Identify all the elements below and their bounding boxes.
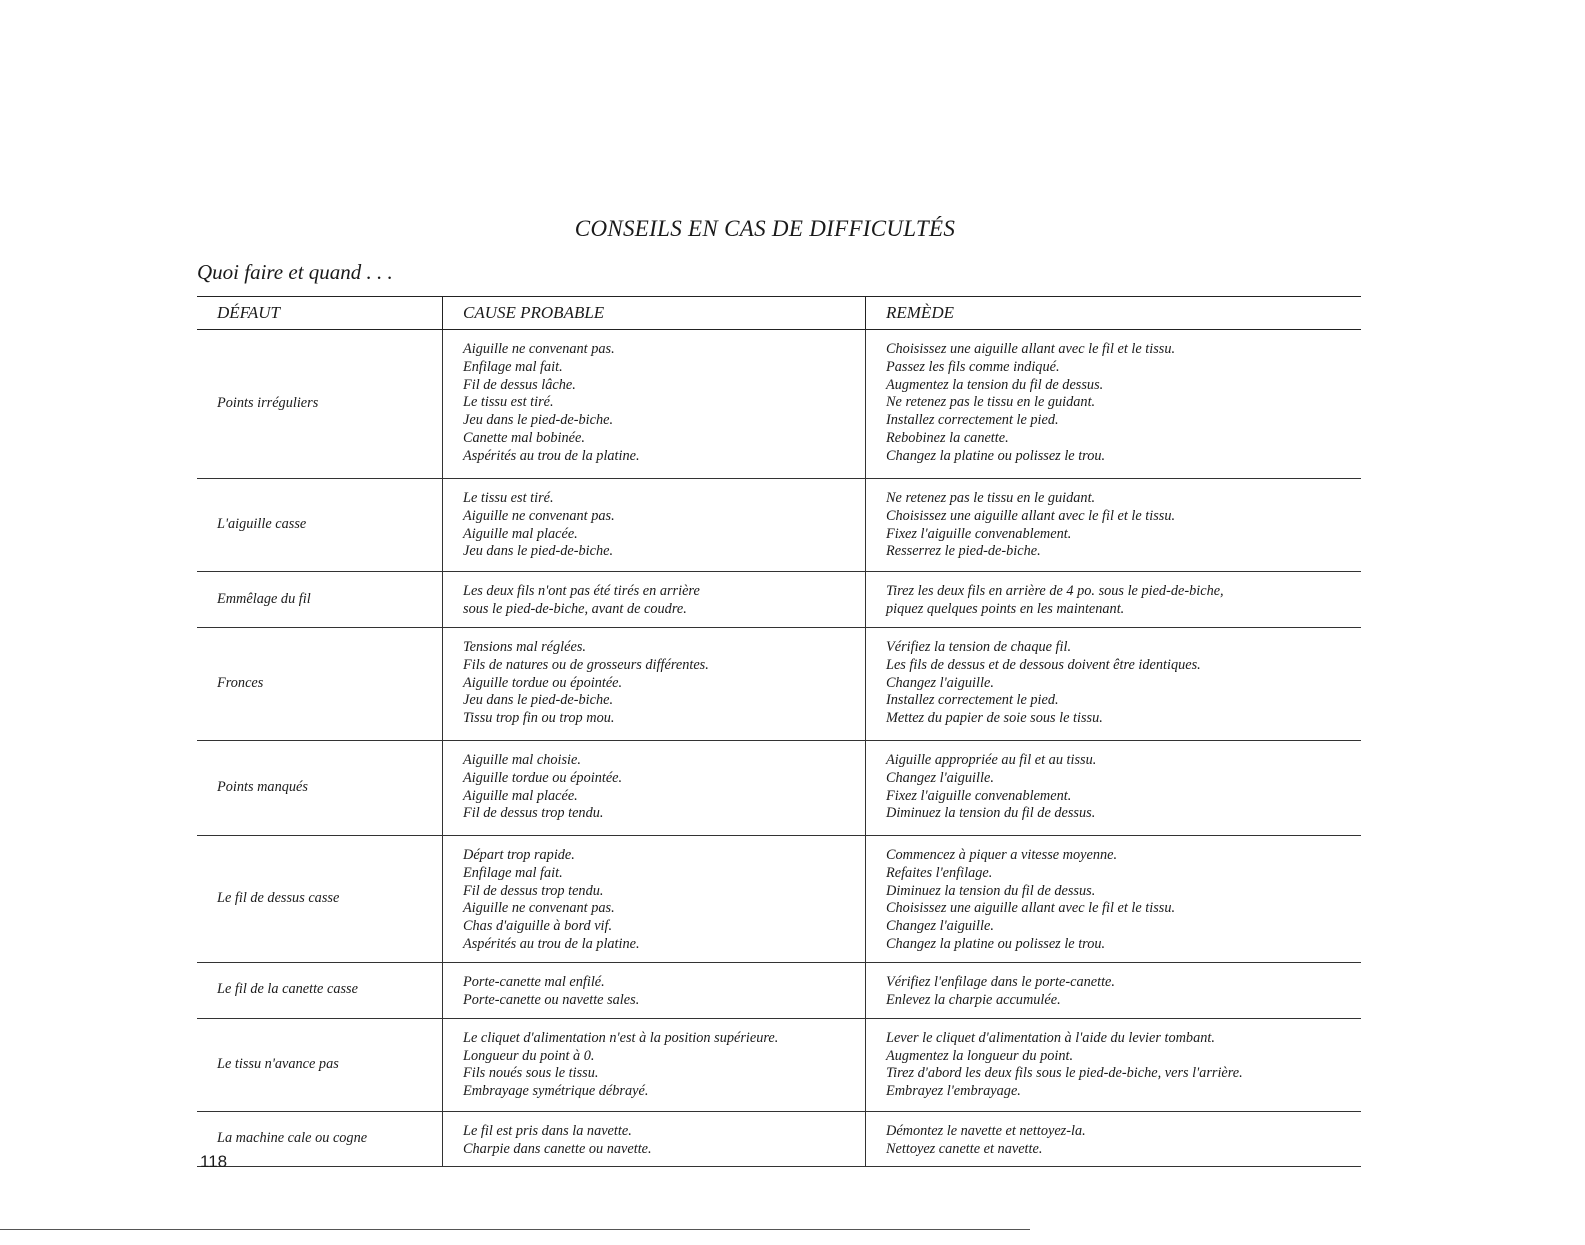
defect-cell	[197, 963, 442, 1018]
table-header	[197, 296, 1361, 330]
remedy-line: Ne retenez pas le tissu en le guidant.	[886, 490, 1096, 506]
remedy-line: Resserrez le pied-de-biche.	[886, 543, 1041, 560]
cause-cell	[442, 1112, 865, 1167]
defect-cell	[197, 741, 442, 835]
remedy-cell	[865, 963, 1361, 1018]
cause-line: Départ trop rapide.	[463, 847, 575, 863]
defect-label: Emmêlage du fil	[217, 590, 311, 607]
defect-label: Points manqués	[217, 779, 308, 796]
defect-cell	[197, 836, 442, 962]
remedy-line: Commencez à piquer a vitesse moyenne.	[886, 847, 1118, 863]
defect-cell	[197, 572, 442, 627]
remedy-line: Changez la platine ou polissez le trou.	[886, 935, 1106, 952]
remedy-line: Changez l'aiguille.	[886, 918, 994, 935]
cause-cell	[442, 836, 865, 962]
remedy-cell	[865, 1112, 1361, 1167]
cause-line: Le tissu est tiré.	[463, 490, 554, 506]
cause-line: Jeu dans le pied-de-biche.	[463, 412, 614, 429]
remedy-cell	[865, 741, 1361, 835]
cause-line: Le tissu est tiré.	[463, 394, 554, 411]
remedy-cell	[865, 836, 1361, 962]
cause-cell	[442, 963, 865, 1018]
remedy-cell	[865, 572, 1361, 627]
footer-divider	[0, 1229, 1030, 1230]
cause-cell	[442, 330, 865, 478]
cause-line: Fil de dessus trop tendu.	[463, 805, 604, 822]
table-body	[197, 330, 1361, 1167]
defect-label: Le fil de dessus casse	[217, 889, 340, 906]
cause-cell	[442, 572, 865, 627]
header-cause: CAUSE PROBABLE	[442, 297, 865, 329]
defect-cell	[197, 1019, 442, 1111]
remedy-line: Diminuez la tension du fil de dessus.	[886, 882, 1096, 899]
cause-line: Aiguille ne convenant pas.	[463, 900, 615, 917]
cause-cell	[442, 1019, 865, 1111]
cause-line: Charpie dans canette ou navette.	[463, 1140, 652, 1157]
remedy-line: Enlevez la charpie accumulée.	[886, 991, 1061, 1008]
remedy-cell	[865, 1019, 1361, 1111]
table-row	[197, 836, 1361, 963]
defect-label: La machine cale ou cogne	[217, 1130, 368, 1147]
cause-line: Aiguille mal placée.	[463, 787, 578, 804]
table-row	[197, 1112, 1361, 1168]
cause-line: Aiguille tordue ou épointée.	[463, 769, 623, 786]
cause-line: Aiguille ne convenant pas.	[463, 507, 615, 524]
cause-line: Canette mal bobinée.	[463, 429, 585, 446]
remedy-line: Tirez les deux fils en arrière de 4 po. sous le pied-de-biche,	[886, 583, 1224, 599]
page-title: CONSEILS EN CAS DE DIFFICULTÉS	[574, 216, 956, 241]
remedy-line: Choisissez une aiguille allant avec le fil et le tissu.	[886, 900, 1176, 917]
defect-cell	[197, 479, 442, 571]
cause-line: Le fil est pris dans la navette.	[463, 1122, 632, 1139]
table-row	[197, 330, 1361, 479]
remedy-line: Vérifiez la tension de chaque fil.	[886, 639, 1072, 655]
table-row	[197, 741, 1361, 836]
remedy-cell	[865, 628, 1361, 740]
remedy-line: piquez quelques points en les maintenant.	[886, 600, 1125, 617]
remedy-line: Refaites l'enfilage.	[886, 864, 993, 881]
defect-cell	[197, 330, 442, 478]
cause-cell	[442, 741, 865, 835]
table-row	[197, 628, 1361, 741]
remedy-line: Augmentez la tension du fil de dessus.	[886, 376, 1104, 393]
table-row	[197, 479, 1361, 572]
remedy-line: Diminuez la tension du fil de dessus.	[886, 805, 1096, 822]
remedy-line: Mettez du papier de soie sous le tissu.	[886, 710, 1103, 727]
cause-line: Porte-canette ou navette sales.	[463, 991, 640, 1008]
cause-line: Aiguille tordue ou épointée.	[463, 674, 623, 691]
cause-line: Tensions mal réglées.	[463, 639, 586, 655]
table-row	[197, 963, 1361, 1019]
remedy-line: Changez l'aiguille.	[886, 674, 994, 691]
remedy-line: Tirez d'abord les deux fils sous le pied-de-biche, vers l'arrière.	[886, 1065, 1243, 1082]
remedy-line: Lever le cliquet d'alimentation à l'aide du levier tombant.	[886, 1029, 1215, 1046]
defect-label: Le fil de la canette casse	[217, 981, 358, 998]
header-remedy: REMÈDE	[865, 297, 1361, 329]
remedy-line: Choisissez une aiguille allant avec le fil et le tissu.	[886, 507, 1176, 524]
cause-line: Enfilage mal fait.	[463, 864, 563, 881]
troubleshooting-table	[197, 296, 1361, 1167]
defect-label: Fronces	[217, 675, 264, 692]
header-defect: DÉFAUT	[217, 303, 280, 322]
remedy-line: Démontez le navette et nettoyez-la.	[886, 1122, 1086, 1139]
cause-line: Fil de dessus lâche.	[463, 376, 576, 393]
cause-line: Enfilage mal fait.	[463, 358, 563, 375]
remedy-line: Installez correctement le pied.	[886, 412, 1059, 429]
remedy-line: Choisissez une aiguille allant avec le fil et le tissu.	[886, 341, 1176, 357]
remedy-line: Les fils de dessus et de dessous doivent être identiques.	[886, 656, 1201, 673]
cause-cell	[442, 628, 865, 740]
cause-line: Fils de natures ou de grosseurs différentes.	[463, 656, 709, 673]
defect-label: L'aiguille casse	[217, 516, 307, 533]
table-row	[197, 1019, 1361, 1112]
cause-line: Chas d'aiguille à bord vif.	[463, 918, 613, 935]
defect-cell	[197, 1112, 442, 1167]
remedy-cell	[865, 479, 1361, 571]
cause-line: Porte-canette mal enfilé.	[463, 973, 605, 990]
defect-label: Le tissu n'avance pas	[217, 1055, 339, 1072]
cause-line: Longueur du point à 0.	[463, 1047, 595, 1064]
cause-line: Le cliquet d'alimentation n'est à la position supérieure.	[463, 1029, 779, 1046]
cause-line: Aiguille mal choisie.	[463, 752, 581, 768]
cause-line: Fil de dessus trop tendu.	[463, 882, 604, 899]
cause-line: Tissu trop fin ou trop mou.	[463, 710, 615, 727]
remedy-line: Aiguille appropriée au fil et au tissu.	[886, 752, 1097, 768]
cause-line: Aiguille mal placée.	[463, 525, 578, 542]
table-row	[197, 572, 1361, 628]
remedy-line: Changez l'aiguille.	[886, 769, 994, 786]
remedy-line: Rebobinez la canette.	[886, 429, 1009, 446]
cause-line: Embrayage symétrique débrayé.	[463, 1083, 649, 1100]
cause-cell	[442, 479, 865, 571]
remedy-line: Augmentez la longueur du point.	[886, 1047, 1074, 1064]
remedy-line: Fixez l'aiguille convenablement.	[886, 787, 1072, 804]
cause-line: Jeu dans le pied-de-biche.	[463, 543, 614, 560]
cause-line: Les deux fils n'ont pas été tirés en arrière	[463, 583, 700, 599]
cause-line: Aspérités au trou de la platine.	[463, 935, 640, 952]
page-subtitle: Quoi faire et quand . . .	[197, 260, 393, 284]
remedy-line: Installez correctement le pied.	[886, 692, 1059, 709]
cause-line: Aiguille ne convenant pas.	[463, 341, 615, 357]
remedy-line: Passez les fils comme indiqué.	[886, 358, 1060, 375]
page-number: 118	[200, 1152, 228, 1171]
cause-line: Aspérités au trou de la platine.	[463, 447, 640, 464]
remedy-line: Fixez l'aiguille convenablement.	[886, 525, 1072, 542]
remedy-line: Changez la platine ou polissez le trou.	[886, 447, 1106, 464]
remedy-line: Ne retenez pas le tissu en le guidant.	[886, 394, 1096, 411]
cause-line: sous le pied-de-biche, avant de coudre.	[463, 600, 687, 617]
defect-cell	[197, 628, 442, 740]
defect-label: Points irréguliers	[217, 395, 319, 412]
remedy-cell	[865, 330, 1361, 478]
cause-line: Fils noués sous le tissu.	[463, 1065, 599, 1082]
cause-line: Jeu dans le pied-de-biche.	[463, 692, 614, 709]
remedy-line: Nettoyez canette et navette.	[886, 1140, 1043, 1157]
remedy-line: Embrayez l'embrayage.	[886, 1083, 1021, 1100]
remedy-line: Vérifiez l'enfilage dans le porte-canette.	[886, 973, 1115, 990]
